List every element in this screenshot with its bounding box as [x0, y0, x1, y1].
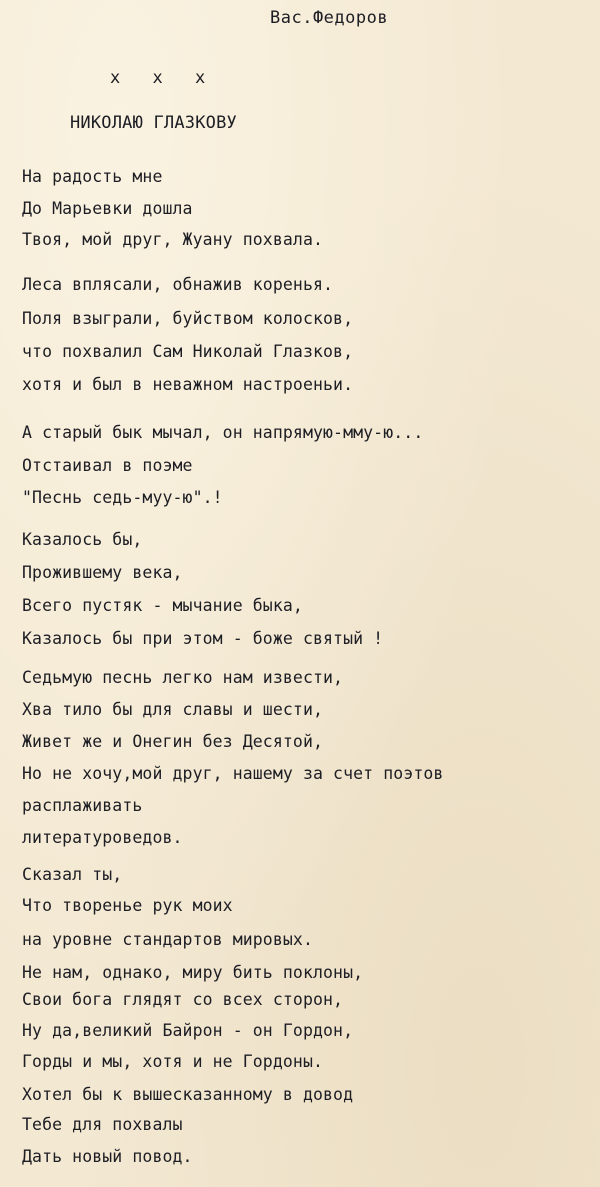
section-stars: x x x — [110, 68, 206, 88]
poem-line: хотя и был в неважном настроеньи. — [22, 375, 354, 394]
poem-line: Седьмую песнь легко нам извести, — [22, 668, 344, 687]
poem-line: Твоя, мой друг, Жуану похвала. — [22, 230, 324, 249]
poem-line: Тебе для похвалы — [22, 1115, 183, 1134]
poem-line: Казалось бы при этом - боже святый ! — [22, 629, 384, 648]
poem-line: Ну да,великий Байрон - он Гордон, — [22, 1021, 354, 1040]
poem-line: Казалось бы, — [22, 530, 143, 549]
poem-line: Но не хочу,мой друг, нашему за счет поэтов — [22, 764, 444, 783]
poem-line: Что творенье рук моих — [22, 896, 233, 915]
poem-line: Дать новый повод. — [22, 1147, 193, 1166]
poem-line: Леса вплясали, обнажив коренья. — [22, 275, 334, 294]
poem-line: Всего пустяк - мычание быка, — [22, 596, 303, 615]
poem-line: А старый бык мычал, он напрямую-мму-ю... — [22, 423, 424, 442]
poem-line: Хва тило бы для славы и шести, — [22, 700, 324, 719]
poem-line: расплаживать — [22, 796, 143, 815]
poem-line: Не нам, однако, миру бить поклоны, — [22, 963, 364, 982]
poem-line: Прожившему века, — [22, 563, 183, 582]
poem-line: На радость мне — [22, 167, 163, 186]
poem-line: Хотел бы к вышесказанному в довод — [22, 1085, 354, 1104]
dedication-title: НИКОЛАЮ ГЛАЗКОВУ — [70, 113, 237, 133]
poem-line: на уровне стандартов мировых. — [22, 930, 313, 949]
poem-line: Сказал ты, — [22, 865, 123, 884]
poem-line: Отстаивал в поэме — [22, 456, 193, 475]
poem-line: литературоведов. — [22, 828, 183, 847]
poem-line: Горды и мы, хотя и не Гордоны. — [22, 1052, 324, 1071]
poem-line: До Марьевки дошла — [22, 199, 193, 218]
poem-line: "Песнь седь-муу-ю".! — [22, 488, 223, 507]
poem-line: Свои богa глядят со всех сторон, — [22, 990, 344, 1009]
poem-line: Поля взыграли, буйством колосков, — [22, 309, 354, 328]
author-name: Вас.Федоров — [270, 8, 389, 28]
poem-line: что похвалил Сам Николай Глазков, — [22, 342, 354, 361]
poem-line: Живет же и Онегин без Десятой, — [22, 732, 324, 751]
